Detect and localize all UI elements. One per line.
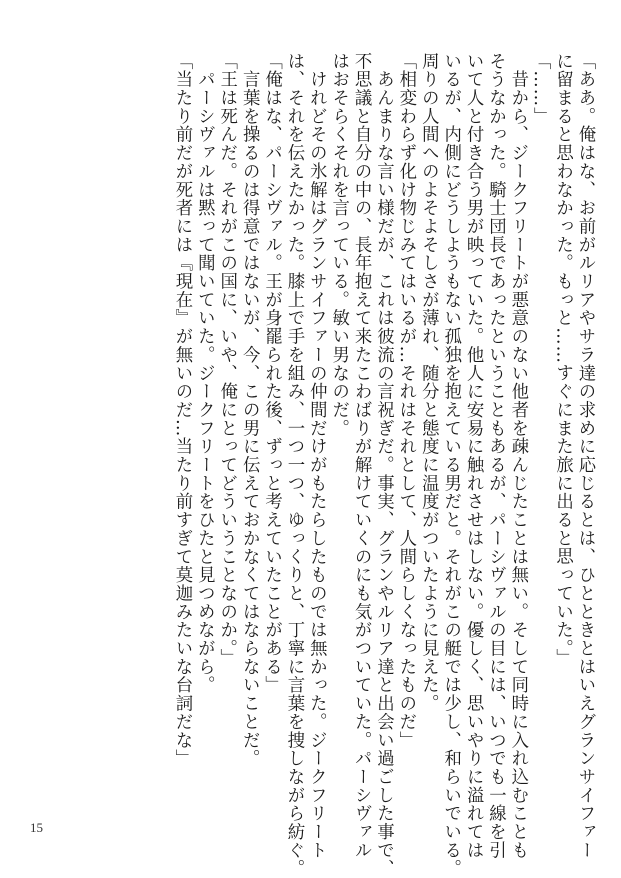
- text-line: 「相変わらず化け物じみてはいるが…それはそれとして、人間らしくなったものだ」: [395, 52, 416, 750]
- text-line: 「俺はな、パーシヴァル。王が身罷られた後、ずっと考えていたことがある」: [261, 52, 282, 695]
- text-line: いるが、内側にどうしようもない孤独を抱えている男だと。それがこの艇では少し、和らいでいる。: [440, 52, 461, 878]
- text-line: に留まると思わなかった。もっと……すぐにまた旅に出ると思っていた。」: [552, 52, 573, 668]
- text-line: いて人と付き合う男が映っていた。他人に安易に触れさせはしない。優しく、思いやりに溢れては: [463, 52, 484, 860]
- text-line: は、それを伝えたかった。膝上で手を組み、一つ一つ、ゆっくりと、丁寧に言葉を捜しながら紡ぐ。: [283, 52, 304, 878]
- vertical-text-body: [171, 52, 595, 878]
- text-line: 「ああ。俺はな、お前がルリアやサラ達の求めに応じるとは、ひとときとはいえグランサイファー: [575, 52, 595, 860]
- text-line: 「王は死んだ。それがこの国に、いや、俺にとってどういうことなのか。」: [216, 52, 237, 668]
- text-line: パーシヴァルは黙って聞いていた。ジークフリートをひたと見つめながら。: [194, 52, 215, 695]
- text-line: けれどその氷解はグランサイファーの仲間だけがもたらしたものでは無かった。ジークフリート: [306, 52, 327, 860]
- text-line: 「……」: [530, 52, 551, 126]
- text-line: 周りの人間へのよそよそしさが薄れ、随分と態度に温度がついたように見えた。: [418, 52, 439, 713]
- text-line: そうなかった。騎士団長であったということもあるが、パーシヴァルの目には、いつでも一線を引: [485, 52, 506, 860]
- text-line: あんまりな言い様だが、これは彼流の言祝ぎだ。事実、グランやルリア達と出会い過ごした事で、: [373, 52, 394, 878]
- text-line: 不思議と自分の中の、長年抱えて来たこわばりが解けていくのにも気がついていた。パーシヴァル: [351, 52, 372, 860]
- text-line: 言葉を操るのは得意ではないが、今、この男に伝えておかなくてはならないことだ。: [239, 52, 260, 768]
- text-line: 昔から、ジークフリートが悪意のない他者を疎んじたことは無い。そして同時に入れ込むことも: [507, 52, 528, 860]
- page-number: 15: [30, 820, 43, 835]
- text-line: はおそらくそれを言っている。敏い男なのだ。: [328, 52, 349, 438]
- text-line: 「当たり前だが死者には『現在』が無いのだ…当たり前すぎて莫迦みたいな台詞だな」: [171, 52, 192, 768]
